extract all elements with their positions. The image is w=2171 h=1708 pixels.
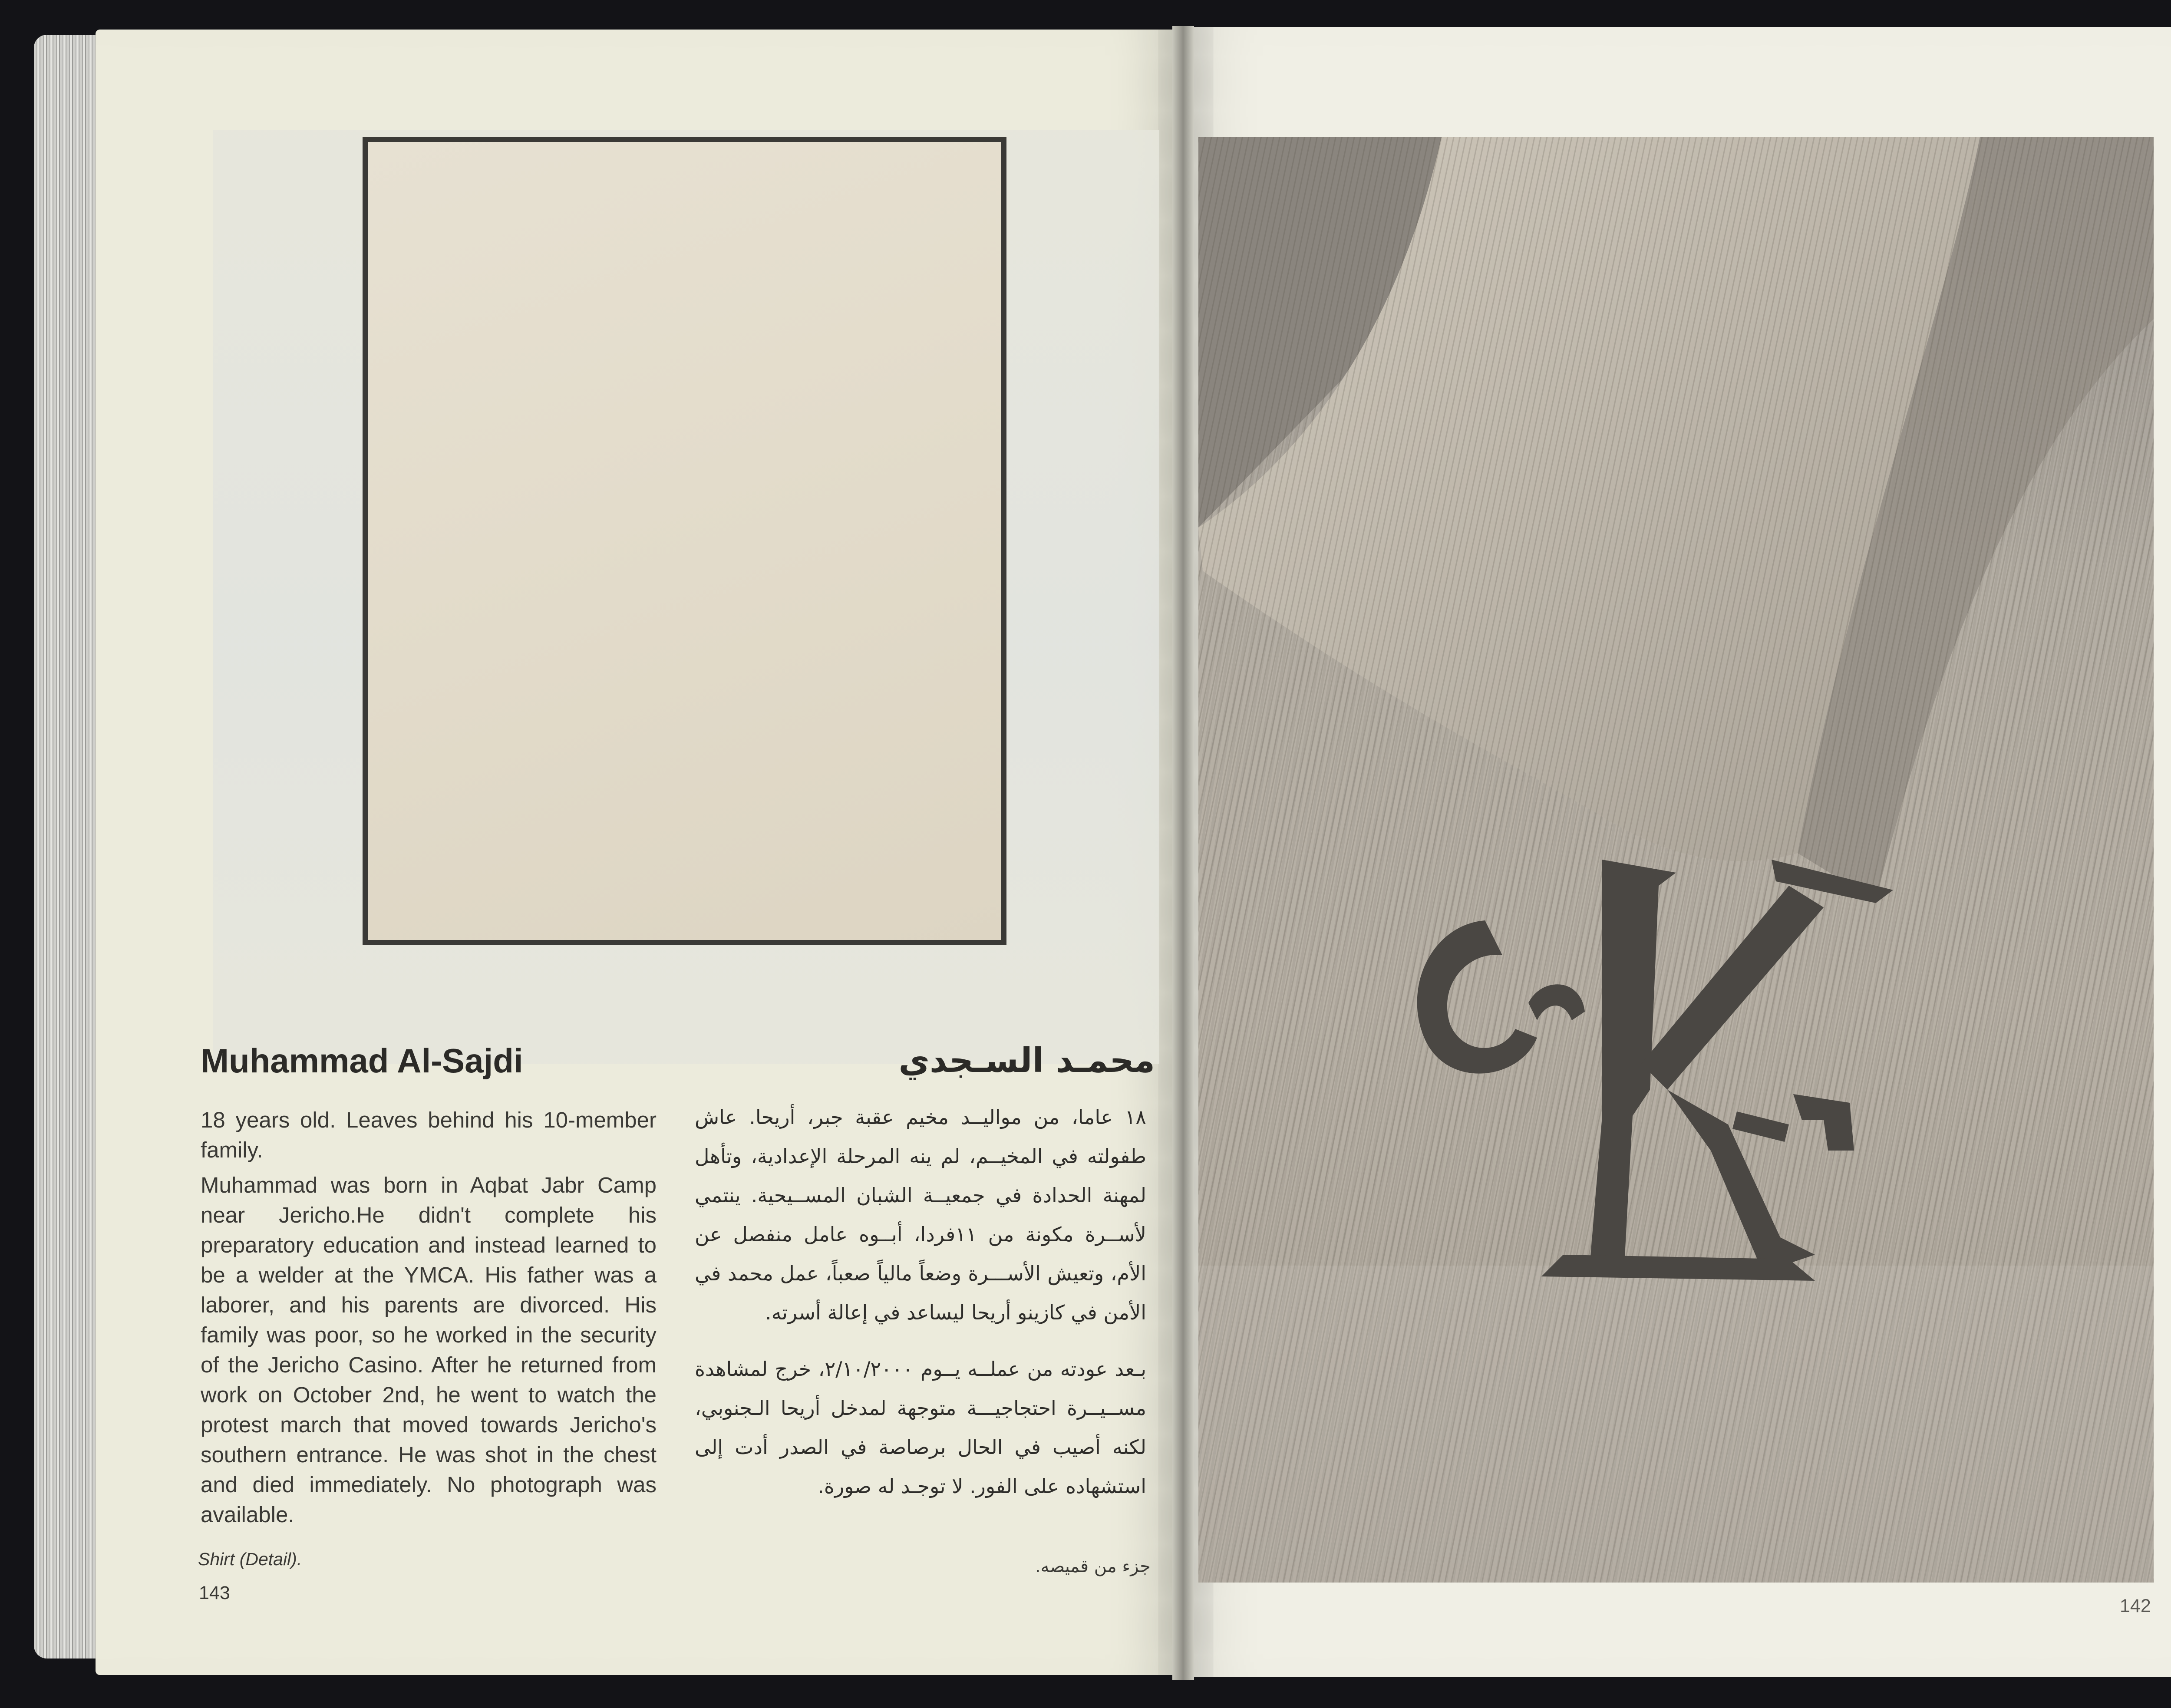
bio-paragraph-ar: ١٨ عاما، من مواليــد مخيم عقبة جبر، أريحا. عاش طفولته في المخيــم، لم ينه المرحلة الإعدادية، وتأهل لمهنة الحدادة في جمعيــة الشبان المســيحية. ينتمي لأســرة مكونة من ١١فردا، أبــوه عامل منفصل عن الأم، وتعيش الأســـرة وضعاً مالياً صعباً، عمل محمد في الأمن في كازينو أريحا ليساعد في إعالة أسرته. bbox=[695, 1105, 1146, 1324]
name-title-english: Muhammad Al-Sajdi bbox=[201, 1042, 523, 1080]
bio-paragraph-en: 18 years old. Leaves behind his 10-member family. bbox=[201, 1108, 657, 1162]
biography-arabic bbox=[695, 1098, 1146, 1523]
book-gutter bbox=[1172, 26, 1194, 1680]
bio-paragraph-ar: بـعد عودته من عملــه يــوم ٢/١٠/٢٠٠٠، خرج لمشاهدة مســيــرة احتجاجيـــة متوجهة لمدخل أريحا الـجنوبي، لكنه أصيب في الحال برصاصة في الصدر أدت إلى استشهاده على الفور. لا توجـد له صورة. bbox=[695, 1357, 1146, 1498]
page-edges-left bbox=[34, 35, 103, 1659]
name-title-arabic: محمـد السـجدي bbox=[898, 1041, 1155, 1080]
shirt-logo-mark bbox=[1398, 847, 1910, 1289]
bio-paragraph-en: Muhammad was born in Aqbat Jabr Camp near Jericho.He didn't complete his preparatory education and instead learned to be a welder at the YMCA. His father was a laborer, and his parents are divorced. His family was poor, so he worked in the security of the Jericho Casino. After he returned from work on October 2nd, he went to watch the protest march that moved towards Jericho's southern entrance. He was shot in the chest and died immediately. No photograph was available. bbox=[201, 1173, 657, 1527]
page-number-left: 143 bbox=[199, 1583, 230, 1603]
empty-photo-frame bbox=[363, 137, 1006, 945]
page-number-right: 142 bbox=[2120, 1596, 2151, 1616]
photo-caption-arabic: جزء من قميصه. bbox=[1035, 1556, 1151, 1576]
photo-caption-english: Shirt (Detail). bbox=[198, 1549, 302, 1569]
biography-english bbox=[201, 1105, 657, 1535]
